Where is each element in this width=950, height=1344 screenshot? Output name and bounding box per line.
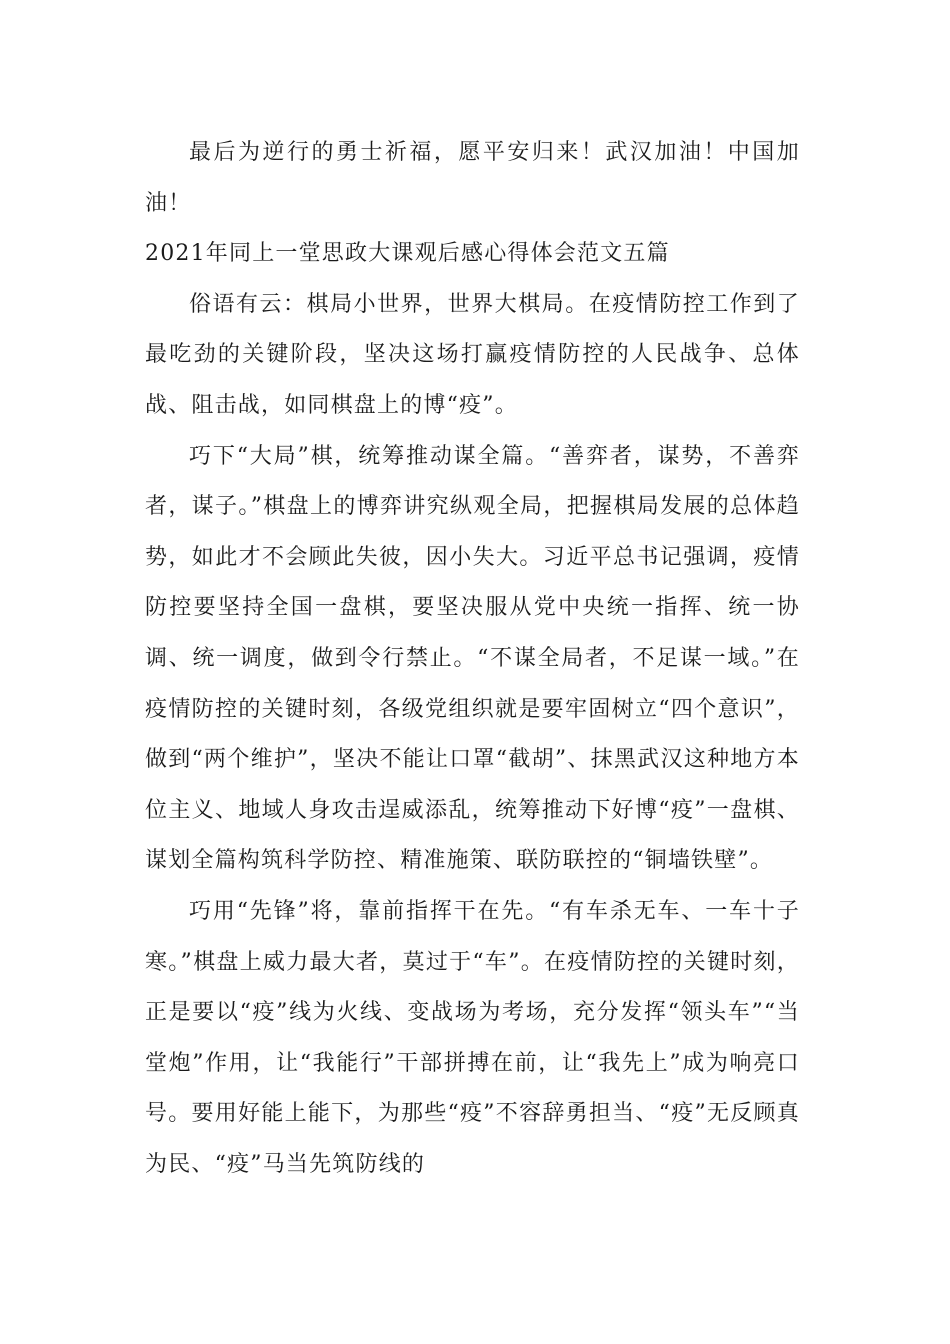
body-paragraph-3: 巧用“先锋”将，靠前指挥干在先。“有车杀无车、一车十子寒。”棋盘上威力最大者，莫过于“车”。在疫情防控的关键时刻，正是要以“疫”线为火线、变战场为考场，充分发挥“领头车”“当堂炮”作用，让“我能行”干部拼搏在前，让“我先上”成为响亮口号。要用好能上能下，为那些“疫”不容辞勇担当、“疫”无反顾真为民、“疫”马当先筑防线的 [145,898,800,1177]
body-paragraph-1: 俗语有云：棋局小世界，世界大棋局。在疫情防控工作到了最吃劲的关键阶段，坚决这场打赢疫情防控的人民战争、总体战、阻击战，如同棋盘上的博“疫”。 [145,291,800,418]
document-title: 2021年同上一堂思政大课观后感心得体会范文五篇 [145,241,670,267]
closing-paragraph: 最后为逆行的勇士祈福，愿平安归来！武汉加油！中国加油！ [145,140,800,216]
body-paragraph-2: 巧下“大局”棋，统筹推动谋全篇。“善弈者，谋势，不善弈者，谋子。”棋盘上的博弈讲究纵观全局，把握棋局发展的总体趋势，如此才不会顾此失彼，因小失大。习近平总书记强调，疫情防控要坚持全国一盘棋，要坚决服从党中央统一指挥、统一协调、统一调度，做到令行禁止。“不谋全局者，不足谋一域。”在疫情防控的关键时刻，各级党组织就是要牢固树立“四个意识”，做到“两个维护”，坚决不能让口罩“截胡”、抹黑武汉这种地方本位主义、地域人身攻击逞威添乱，统筹推动下好博“疫”一盘棋、谋划全篇构筑科学防控、精准施策、联防联控的“铜墙铁壁”。 [145,443,800,874]
document-body [145,128,800,1190]
